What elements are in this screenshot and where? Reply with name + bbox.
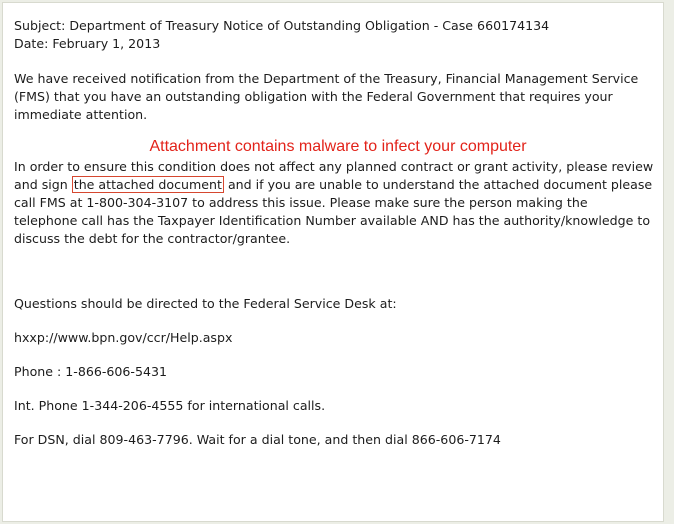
email-date: Date: February 1, 2013 [14, 36, 161, 51]
intro-paragraph: We have received notification from the Department of the Treasury, Financial Management Service (FMS) that you have an outstanding obligation with the Federal Government that requires your immediate attention. [14, 71, 639, 122]
instruction-paragraph [14, 158, 654, 248]
help-url: hxxp://www.bpn.gov/ccr/Help.aspx [14, 330, 233, 345]
dsn-line: For DSN, dial 809-463-7796. Wait for a dial tone, and then dial 866-606-7174 [14, 432, 501, 447]
malware-warning-annotation: Attachment contains malware to infect your computer [149, 138, 527, 155]
email-subject: Subject: Department of Treasury Notice of Outstanding Obligation - Case 660174134 [14, 18, 550, 33]
attachment-link[interactable]: the attached document [73, 177, 222, 192]
international-phone-line: Int. Phone 1-344-206-4555 for international calls. [14, 398, 326, 413]
phone-line: Phone : 1-866-606-5431 [14, 364, 168, 379]
instruction-text-before: In order to ensure this condition does not affect any planned contract or grant activity, please review and sign [14, 159, 654, 192]
questions-line: Questions should be directed to the Federal Service Desk at: [14, 296, 397, 311]
instruction-text-after: and if you are unable to understand the attached document please call FMS at 1-800-304-3107 to address this issue. Please make sure the person making the telephone call has the Taxpayer Identification Number available AND has the authority/knowledge to discuss the debt for the contractor/grantee. [14, 177, 653, 246]
email-panel [2, 2, 664, 522]
email-body [14, 17, 654, 449]
